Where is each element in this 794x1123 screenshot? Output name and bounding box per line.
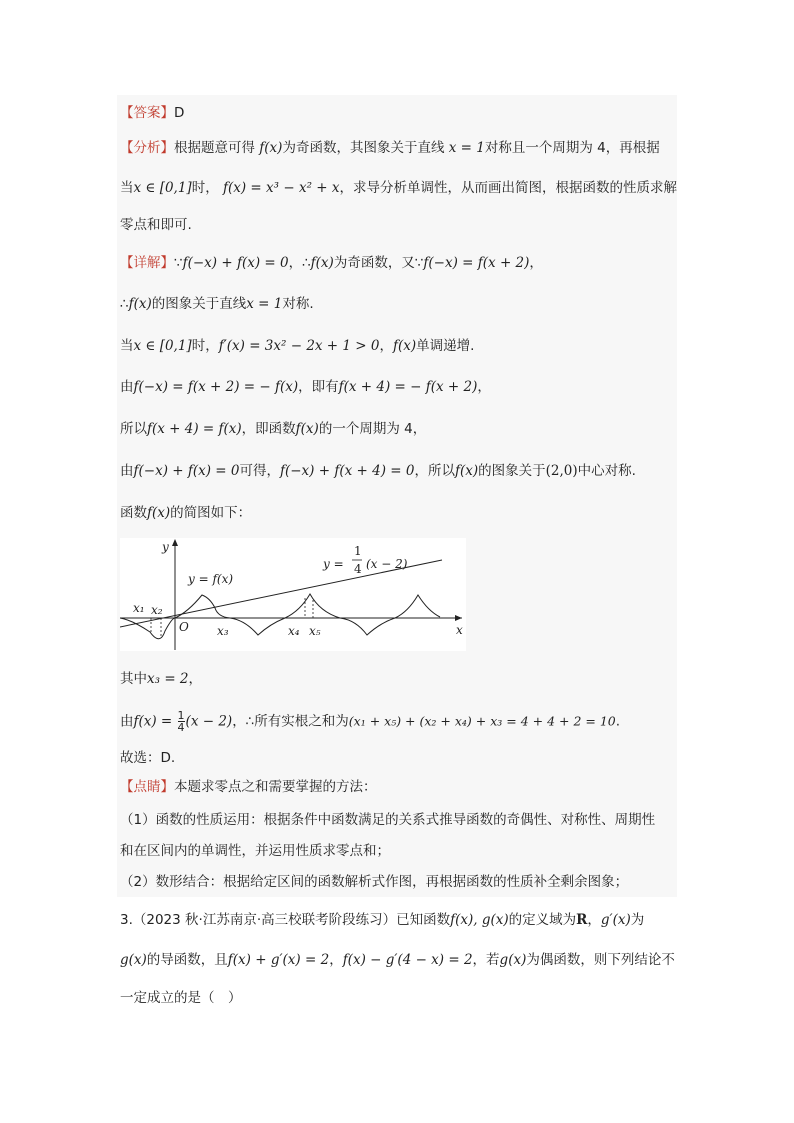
text: ，	[329, 952, 343, 968]
detail-line-5	[120, 419, 426, 439]
fraction-denominator: 4	[177, 721, 185, 734]
text: ，若	[472, 952, 500, 968]
text: ，	[379, 338, 393, 354]
text: 时，	[191, 338, 219, 354]
text: 本题求零点之和需要掌握的方法：	[174, 779, 377, 795]
text: 当	[120, 180, 134, 196]
math: f(−x) + f(x + 4) = 0	[279, 463, 415, 479]
remark-line-1	[120, 777, 377, 797]
math: f(x)	[310, 255, 334, 271]
answer-tag: 【答案】	[120, 105, 174, 121]
text: ，	[477, 379, 491, 395]
curve-label: y = f(x)	[188, 572, 234, 586]
text: .	[615, 713, 621, 730]
text: ∴	[120, 296, 129, 312]
math: f(x) + g′(x) = 2	[227, 952, 330, 968]
y-axis-arrow-icon	[172, 539, 178, 546]
math: g(x)	[120, 952, 147, 968]
remark-tag: 【点睛】	[120, 779, 174, 795]
math: f(−x) = f(x + 2)	[423, 255, 530, 271]
text: 的简图如下：	[170, 505, 252, 521]
text: 的定义域为	[508, 912, 577, 928]
line-label-denominator: 4	[354, 562, 362, 576]
math: f(x)	[259, 140, 283, 156]
text: ，所以	[414, 463, 455, 479]
remark-line-2: （1）函数的性质运用：根据条件中函数满足的关系式推导函数的奇偶性、对称性、周期性	[120, 812, 656, 828]
detail-line-1	[120, 253, 543, 273]
detail-line-7	[120, 503, 251, 523]
math: (2,0)	[545, 463, 578, 479]
analysis-line-1	[120, 138, 660, 158]
text: 的导函数，且	[146, 952, 228, 968]
text: 单调递增.	[416, 338, 475, 354]
analysis-tag: 【分析】	[120, 140, 174, 156]
line-label-prefix: y =	[323, 557, 344, 571]
math: f(x)	[392, 338, 417, 354]
text: 由	[120, 379, 134, 395]
function-graph	[120, 538, 466, 651]
text: ，∴	[288, 255, 311, 271]
text: 对称且一个周期为 4，再根据	[484, 140, 660, 156]
detail-line-4	[120, 377, 491, 397]
line-label-numerator: 1	[354, 544, 362, 558]
math: x ∈ [0,1]	[133, 338, 192, 354]
text: 中心对称.	[577, 463, 636, 479]
detail-line-3	[120, 336, 474, 356]
x-axis-arrow-icon	[455, 615, 462, 621]
math: f(x)	[454, 463, 479, 479]
text: ，即函数	[241, 421, 296, 437]
graph-svg	[120, 538, 466, 651]
text: 的图象关于	[478, 463, 546, 479]
math: x ∈ [0,1]	[133, 180, 192, 196]
text: 根据题意可得	[174, 140, 255, 156]
math: f(x) =	[133, 713, 173, 730]
text: 其中	[120, 671, 147, 687]
math: f(−x) = f(x + 2) = − f(x)	[133, 379, 299, 395]
math: f′(x) = 3x² − 2x + 1 > 0	[218, 338, 380, 354]
math: f(x)	[147, 505, 171, 521]
text: 可得，	[239, 463, 280, 479]
text: ，求导分析单调性，从而画出简图，根据函数的性质求解	[339, 180, 677, 196]
x4-label: x₄	[288, 624, 300, 638]
math: x = 1	[448, 140, 485, 156]
origin-label: O	[179, 620, 189, 634]
x-axis-label: x	[456, 623, 463, 637]
remark-line-3: 和在区间内的单调性，并运用性质求零点和；	[120, 843, 390, 859]
fraction-numerator: 1	[177, 709, 185, 722]
question-line-1	[120, 910, 644, 930]
math: f(−x) + f(x) = 0	[133, 463, 240, 479]
text: 的一个周期为 4，	[318, 421, 427, 437]
text: 3.（2023 秋·江苏南京·高三校联考阶段练习）已知函数	[120, 912, 451, 928]
math: (x₁ + x₅) + (x₂ + x₄) + x₃ = 4 + 4 + 2 = 10	[348, 713, 616, 729]
x1-label: x₁	[133, 601, 145, 615]
analysis-line-2	[120, 178, 677, 198]
math: f(−x) + f(x) = 0	[182, 255, 289, 271]
text: ，	[188, 671, 203, 687]
math: f(x), g(x)	[450, 912, 509, 928]
after-line-2	[120, 710, 620, 733]
line-label-suffix: (x − 2)	[366, 557, 408, 571]
text: 为奇函数，其图象关于直线	[282, 140, 445, 156]
text: 时，	[191, 180, 219, 196]
text: ，即有	[298, 379, 339, 395]
text: ∵	[174, 255, 183, 271]
x5-label: x₅	[309, 624, 321, 638]
x2-label: x₂	[151, 603, 163, 617]
fraction	[178, 710, 185, 733]
remark-line-4: （2）数形结合：根据给定区间的函数解析式作图，再根据函数的性质补全剩余图象；	[120, 874, 629, 890]
math: R	[576, 912, 588, 928]
after-line-1	[120, 669, 202, 689]
text: 为偶函数，则下列结论不	[526, 952, 675, 968]
text: 当	[120, 338, 134, 354]
text: 对称.	[282, 296, 314, 312]
text: 为奇函数，又∵	[333, 255, 424, 271]
math: f(x + 4) = f(x)	[147, 421, 242, 437]
text: 所以	[120, 421, 147, 437]
math: f(x) = x³ − x² + x	[223, 180, 340, 196]
detail-tag: 【详解】	[120, 255, 174, 271]
answer-value: D	[174, 105, 185, 121]
x3-label: x₃	[217, 624, 229, 638]
math: (x − 2)	[185, 713, 233, 730]
answer-line	[120, 103, 184, 123]
question-line-2	[120, 950, 675, 970]
after-line-3: 故选：D.	[120, 750, 176, 766]
f-x-curve	[120, 594, 440, 639]
math: f(x)	[295, 421, 319, 437]
math: x = 1	[246, 296, 283, 312]
text: ，	[587, 912, 601, 928]
math: g′(x)	[600, 912, 631, 928]
text: 函数	[120, 505, 147, 521]
text: 由	[120, 713, 134, 730]
text: ，∴所有实根之和为	[232, 713, 349, 730]
math: f(x) − g′(4 − x) = 2	[342, 952, 473, 968]
text: 为	[630, 912, 645, 928]
math: f(x + 4) = − f(x + 2)	[338, 379, 478, 395]
y-axis-label: y	[162, 540, 169, 554]
text: 的图象关于直线	[151, 296, 247, 312]
analysis-line-3: 零点和即可.	[120, 217, 192, 233]
text: 由	[120, 463, 134, 479]
question-line-3: 一定成立的是（ ）	[120, 990, 242, 1006]
math: x₃ = 2	[147, 671, 189, 687]
math: g(x)	[499, 952, 527, 968]
detail-line-2	[120, 294, 314, 314]
text: ，	[529, 255, 543, 271]
math: f(x)	[128, 296, 152, 312]
detail-line-6	[120, 461, 636, 481]
